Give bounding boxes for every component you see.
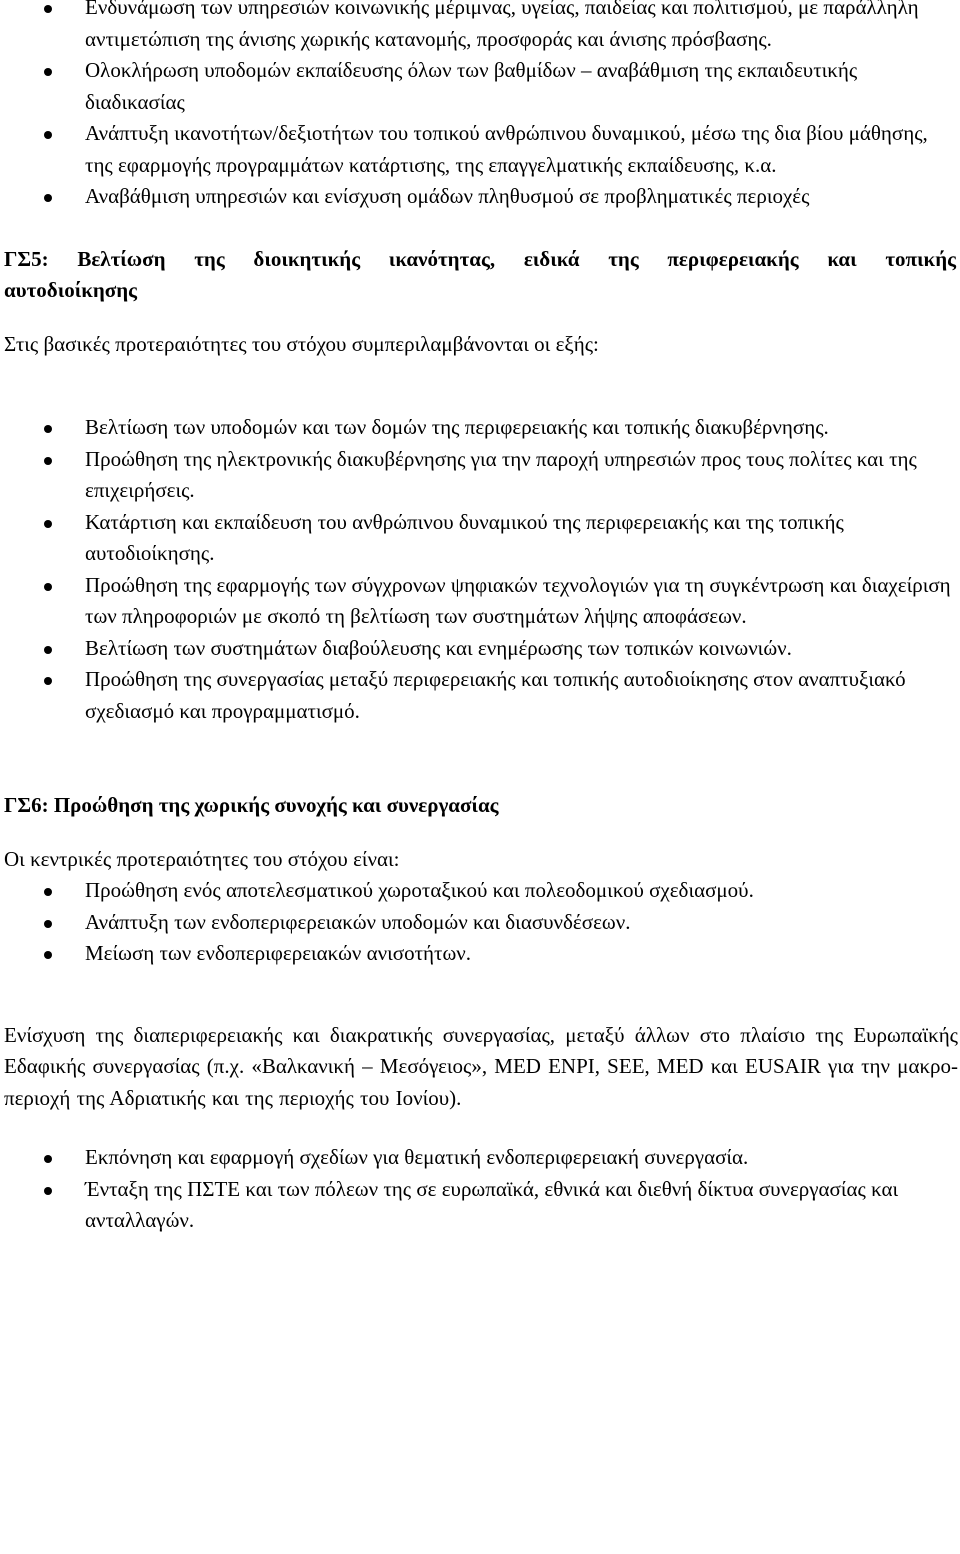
list-item: Ενδυνάμωση των υπηρεσιών κοινωνικής μέριμνας, υγείας, παιδείας και πολιτισμού, με παράλληλη αντιμετώπιση της άνισης χωρικής κατανομής, προσφοράς και άνισης πρόσβασης. (0, 0, 960, 55)
bullet-icon (44, 677, 52, 685)
gs6-bullet-list-2 (0, 1142, 960, 1237)
bullet-icon (44, 920, 52, 928)
gs5-bullet-list (0, 412, 960, 727)
bullet-icon (44, 1155, 52, 1163)
list-item: Προώθηση της συνεργασίας μεταξύ περιφερειακής και τοπικής αυτοδιοίκησης στον αναπτυξιακό σχεδιασμό και προγραμματισμό. (0, 664, 960, 727)
list-item: Μείωση των ενδοπεριφερειακών ανισοτήτων. (0, 938, 960, 970)
list-item: Ανάπτυξη ικανοτήτων/δεξιοτήτων του τοπικού ανθρώπινου δυναμικού, μέσω της δια βίου μάθησης, της εφαρμογής προγραμμάτων κατάρτισης, της επαγγελματικής εκπαίδευσης, κ.α. (0, 118, 960, 181)
list-item: Εκπόνηση και εφαρμογή σχεδίων για θεματική ενδοπεριφερειακή συνεργασία. (0, 1142, 960, 1174)
bullet-icon (44, 457, 52, 465)
bullet-icon (44, 951, 52, 959)
gs6-heading: ΓΣ6: Προώθηση της χωρικής συνοχής και συνεργασίας (4, 793, 499, 817)
list-item: Ανάπτυξη των ενδοπεριφερειακών υποδομών και διασυνδέσεων. (0, 907, 960, 939)
bullet-icon (44, 520, 52, 528)
list-item: Ένταξη της ΠΣΤΕ και των πόλεων της σε ευρωπαϊκά, εθνικά και διεθνή δίκτυα συνεργασίας και ανταλλαγών. (0, 1174, 960, 1237)
list-item: Προώθηση ενός αποτελεσματικού χωροταξικού και πολεοδομικού σχεδιασμού. (0, 875, 960, 907)
bullet-icon (44, 5, 52, 13)
bullet-icon (44, 68, 52, 76)
bullet-icon (44, 1187, 52, 1195)
gs5-heading: ΓΣ5: Βελτίωση της διοικητικής ικανότητας, ειδικά της περιφερειακής και τοπικής αυτοδιοίκησης (4, 246, 956, 302)
cooperation-paragraph: Ενίσχυση της διαπεριφερειακής και διακρατικής συνεργασίας, μεταξύ άλλων στο πλαίσιο της Ευρωπαϊκής Εδαφικής συνεργασίας (π.χ. «Βαλκανική – Μεσόγειος», MED ENPI, SEE, MED και EUSAIR για την μακρο-περιοχή της Αδριατικής και της περιοχής του Ιονίου). (4, 1022, 958, 1110)
gs6-bullet-list (0, 875, 960, 970)
list-item: Βελτίωση των συστημάτων διαβούλευσης και ενημέρωσης των τοπικών κοινωνιών. (0, 633, 960, 665)
bullet-icon (44, 131, 52, 139)
top-bullet-list (0, 0, 960, 213)
gs5-intro: Στις βασικές προτεραιότητες του στόχου συμπεριλαμβάνονται οι εξής: (4, 331, 599, 356)
list-item: Ολοκλήρωση υποδομών εκπαίδευσης όλων των βαθμίδων – αναβάθμιση της εκπαιδευτικής διαδικασίας (0, 55, 960, 118)
bullet-icon (44, 888, 52, 896)
list-item: Κατάρτιση και εκπαίδευση του ανθρώπινου δυναμικού της περιφερειακής και της τοπικής αυτοδιοίκησης. (0, 507, 960, 570)
bullet-icon (44, 583, 52, 591)
list-item: Αναβάθμιση υπηρεσιών και ενίσχυση ομάδων πληθυσμού σε προβληματικές περιοχές (0, 181, 960, 213)
list-item: Προώθηση της ηλεκτρονικής διακυβέρνησης για την παροχή υπηρεσιών προς τους πολίτες και της επιχειρήσεις. (0, 444, 960, 507)
list-item: Βελτίωση των υποδομών και των δομών της περιφερειακής και τοπικής διακυβέρνησης. (0, 412, 960, 444)
bullet-icon (44, 646, 52, 654)
bullet-icon (44, 194, 52, 202)
gs6-intro: Οι κεντρικές προτεραιότητες του στόχου είναι: (4, 846, 400, 871)
list-item: Προώθηση της εφαρμογής των σύγχρονων ψηφιακών τεχνολογιών για τη συγκέντρωση και διαχείριση των πληροφοριών με σκοπό τη βελτίωση των συστημάτων λήψης αποφάσεων. (0, 570, 960, 633)
bullet-icon (44, 425, 52, 433)
